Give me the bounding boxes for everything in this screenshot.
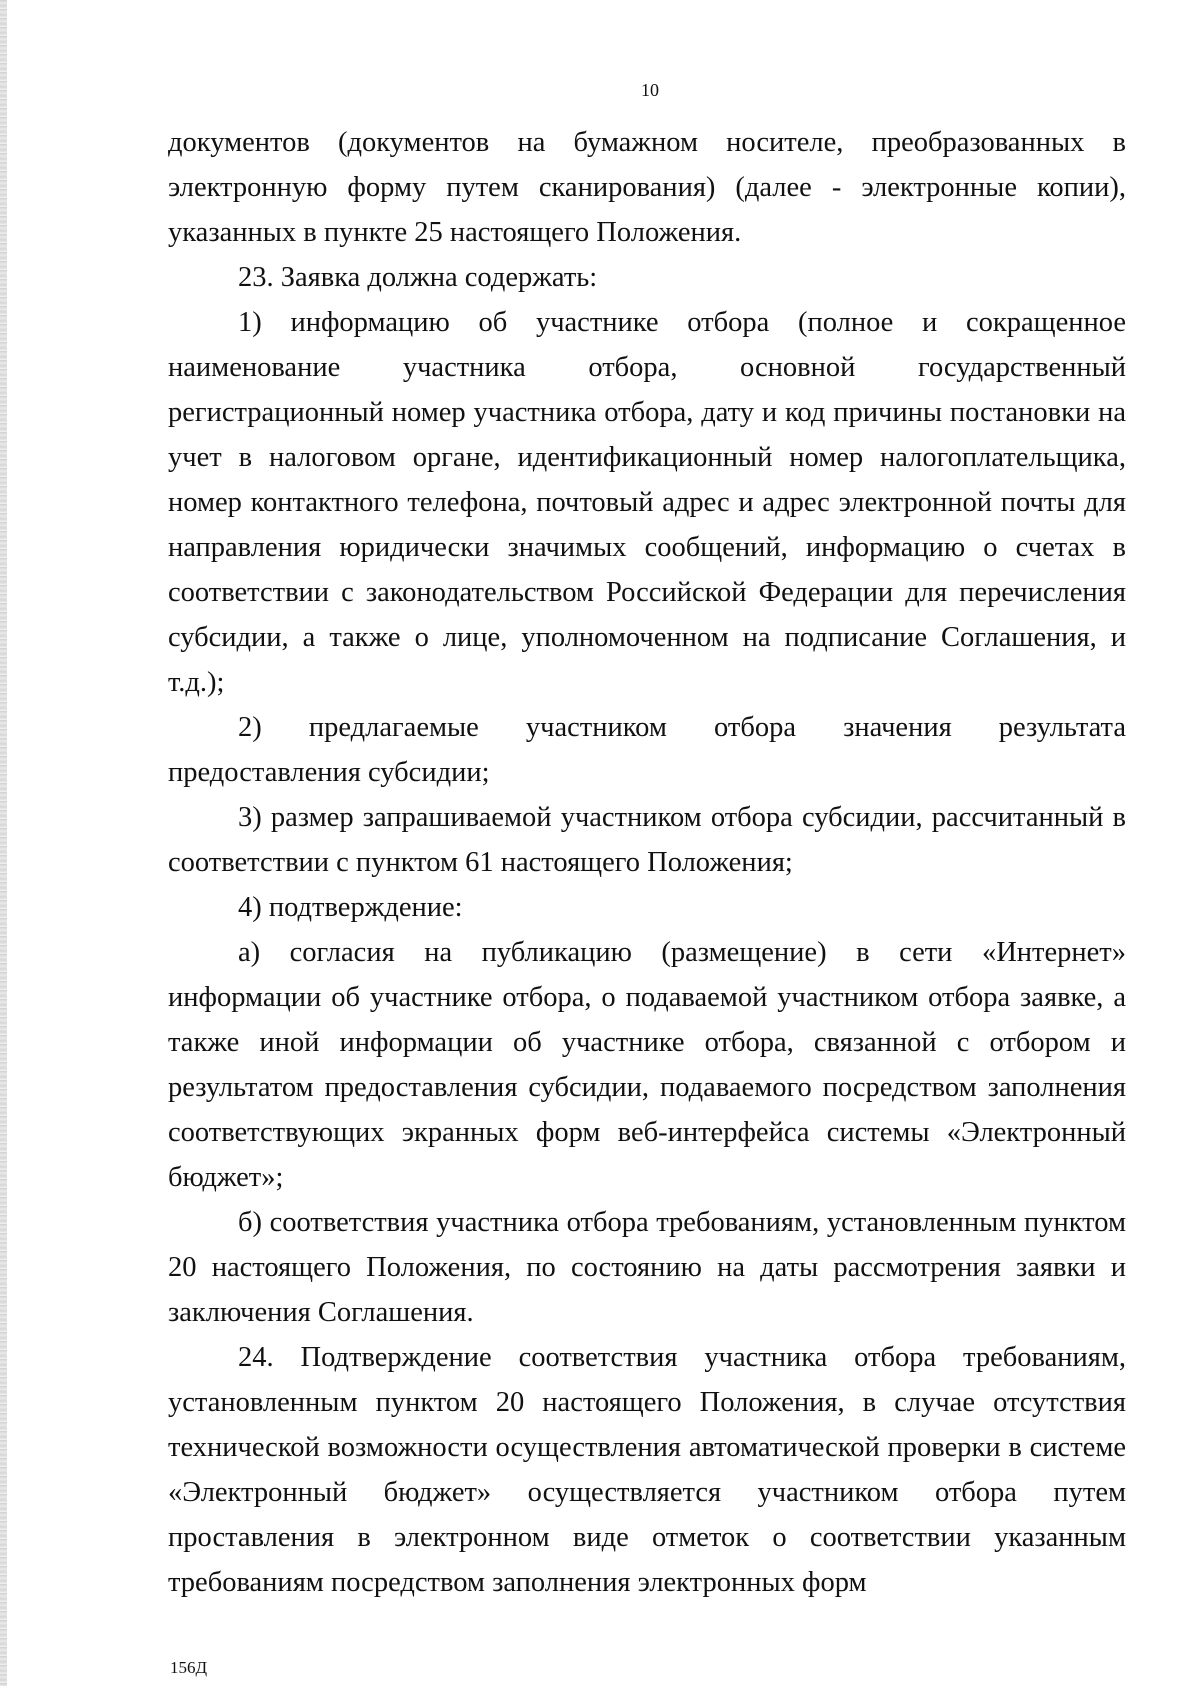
list-item-1: 1) информацию об участнике отбора (полное и сокращенное наименование участника отбора, основной государственный регистрационный номер участника отбора, дату и код причины постановки на учет в налоговом органе, идентификационный номер налогоплательщика, номер контактного телефона, почтовый адрес и адрес электронной почты для направления юридически значимых сообщений, информацию о счетах в соответствии с законодательством Российской Федерации для перечисления субсидии, а также о лице, уполномоченном на подписание Соглашения, и т.д.); <box>168 307 1126 698</box>
document-body <box>168 120 1126 1605</box>
list-item-4: 4) подтверждение: <box>238 892 463 923</box>
page-number: 10 <box>641 80 659 100</box>
paragraph-continuation: документов (документов на бумажном носителе, преобразованных в электронную форму путем сканирования) (далее - электронные копии), указанных в пункте 25 настоящего Положения. <box>168 127 1126 248</box>
sub-item-a: а) согласия на публикацию (размещение) в сети «Интернет» информации об участнике отбора, о подаваемой участником отбора заявке, а также иной информации об участнике отбора, связанной с отбором и результатом предоставления субсидии, подаваемого посредством заполнения соответствующих экранных форм веб-интерфейса системы «Электронный бюджет»; <box>168 937 1126 1193</box>
scan-edge <box>0 0 7 1686</box>
paragraph-24: 24. Подтверждение соответствия участника отбора требованиям, установленным пунктом 20 настоящего Положения, в случае отсутствия технической возможности осуществления автоматической проверки в системе «Электронный бюджет» осуществляется участником отбора путем проставления в электронном виде отметок о соответствии указанным требованиям посредством заполнения электронных форм <box>168 1342 1126 1598</box>
document-code: 156Д <box>170 1658 208 1677</box>
sub-item-b: б) соответствия участника отбора требованиям, установленным пунктом 20 настоящего Положения, по состоянию на даты рассмотрения заявки и заключения Соглашения. <box>168 1207 1126 1328</box>
list-item-2: 2) предлагаемые участником отбора значения результата предоставления субсидии; <box>168 712 1126 788</box>
list-item-3: 3) размер запрашиваемой участником отбора субсидии, рассчитанный в соответствии с пунктом 61 настоящего Положения; <box>168 802 1126 878</box>
paragraph-23: 23. Заявка должна содержать: <box>238 262 598 293</box>
